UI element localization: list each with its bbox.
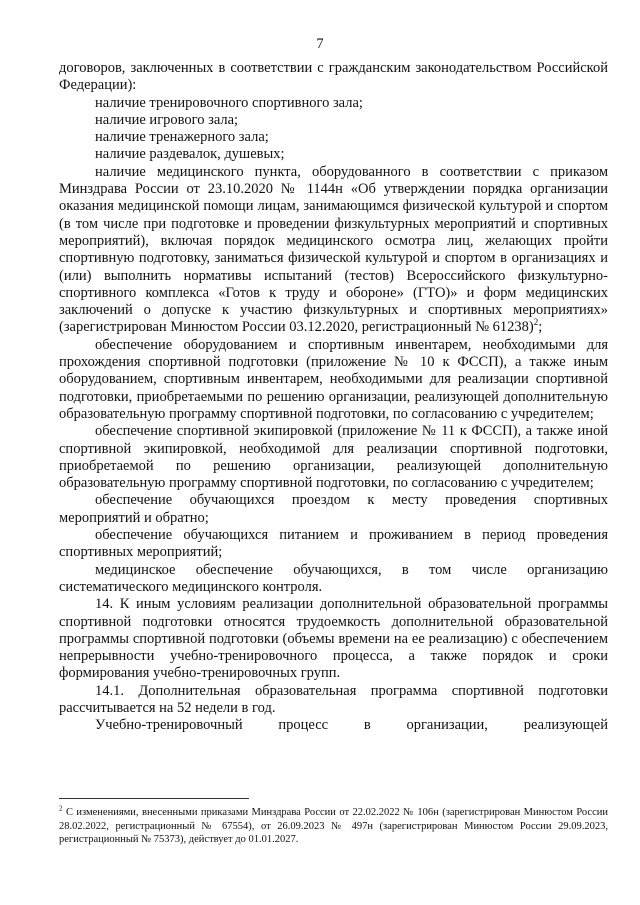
paragraph: Учебно-тренировочный процесс в организации, реализующей (95, 717, 608, 734)
paragraph: обеспечение оборудованием и спортивным инвентарем, необходимыми для прохождения спортивной подготовки (приложение № 10 к ФССП), а также иным оборудованием, спортивным инвентарем, необходимыми для реализации спортивной подготовки, приобретаемыми по решению организации, реализующей дополнительную образовательную программу спортивной подготовки, по согласованию с учредителем; (59, 336, 608, 422)
footnote: $^2$ С изменениями, внесенными приказами Минздрава России от 22.02.2022 № 106н (зарегистрирован Минюстом России 28.02.2022, регистрационный № 67554), от 26.09.2023 № 497н (зарегистрирован Минюстом России 29.09.2023, регистрационный № 75373), действует до 01.01.2027. (59, 804, 608, 845)
footnote-mark: 2 (59, 804, 63, 813)
paragraph: обеспечение обучающихся питанием и проживанием в период проведения спортивных мероприятий; (59, 527, 608, 561)
paragraph: наличие тренажерного зала; (95, 129, 269, 146)
page-number: 7 (316, 36, 324, 52)
footnote-reference: 2 (533, 317, 539, 328)
paragraph: 14.1. Дополнительная образовательная программа спортивной подготовки рассчитывается на 52 недели в год. (59, 682, 608, 716)
paragraph: медицинское обеспечение обучающихся, в том числе организацию систематического медицинского контроля. (59, 561, 608, 595)
main-text (59, 60, 608, 735)
paragraph: обеспечение спортивной экипировкой (приложение № 11 к ФССП), а также иной спортивной экипировкой, необходимой для реализации спортивной подготовки, приобретаемой по решению организации, реализующей дополнительную образовательную программу спортивной подготовки, по согласованию с учредителем; (59, 423, 608, 492)
paragraph: наличие раздевалок, душевых; (95, 146, 285, 163)
footnote-separator (59, 798, 249, 799)
paragraph: 14. К иным условиям реализации дополнительной образовательной программы спортивной подготовки относятся трудоемкость дополнительной образовательной программы спортивной подготовки (объемы времени на ее реализацию) с обеспечением непрерывности учебно-тренировочного процесса, а также порядок и сроки формирования учебно-тренировочных групп. (59, 596, 608, 682)
paragraph: наличие игрового зала; (95, 111, 239, 128)
paragraph: наличие тренировочного спортивного зала; (95, 94, 363, 111)
paragraph: обеспечение обучающихся проездом к месту проведения спортивных мероприятий и обратно; (59, 492, 608, 526)
paragraph: договоров, заключенных в соответствии с гражданским законодательством Российской Федерации): (59, 60, 608, 94)
paragraph: наличие медицинского пункта, оборудованного в соответствии с приказом Минздрава России от 23.10.2020 № 1144н «Об утверждении порядка организации оказания медицинской помощи лицам, занимающимся физической культурой и спортом (в том числе при подготовке и проведении физкультурных мероприятий и спортивных мероприятий), включая порядок медицинского осмотра лиц, желающих пройти спортивную подготовку, заниматься физической культурой и спортом в организациях и (или) выполнить нормативы испытаний (тестов) Всероссийского физкультурно-спортивного комплекса «Готов к труду и обороне» (ГТО)» и форм медицинских заключений о допуске к участию физкультурных и спортивных мероприятиях» (зарегистрирован Минюстом России 03.12.2020, регистрационный № 61238)$^2$; (59, 163, 608, 336)
